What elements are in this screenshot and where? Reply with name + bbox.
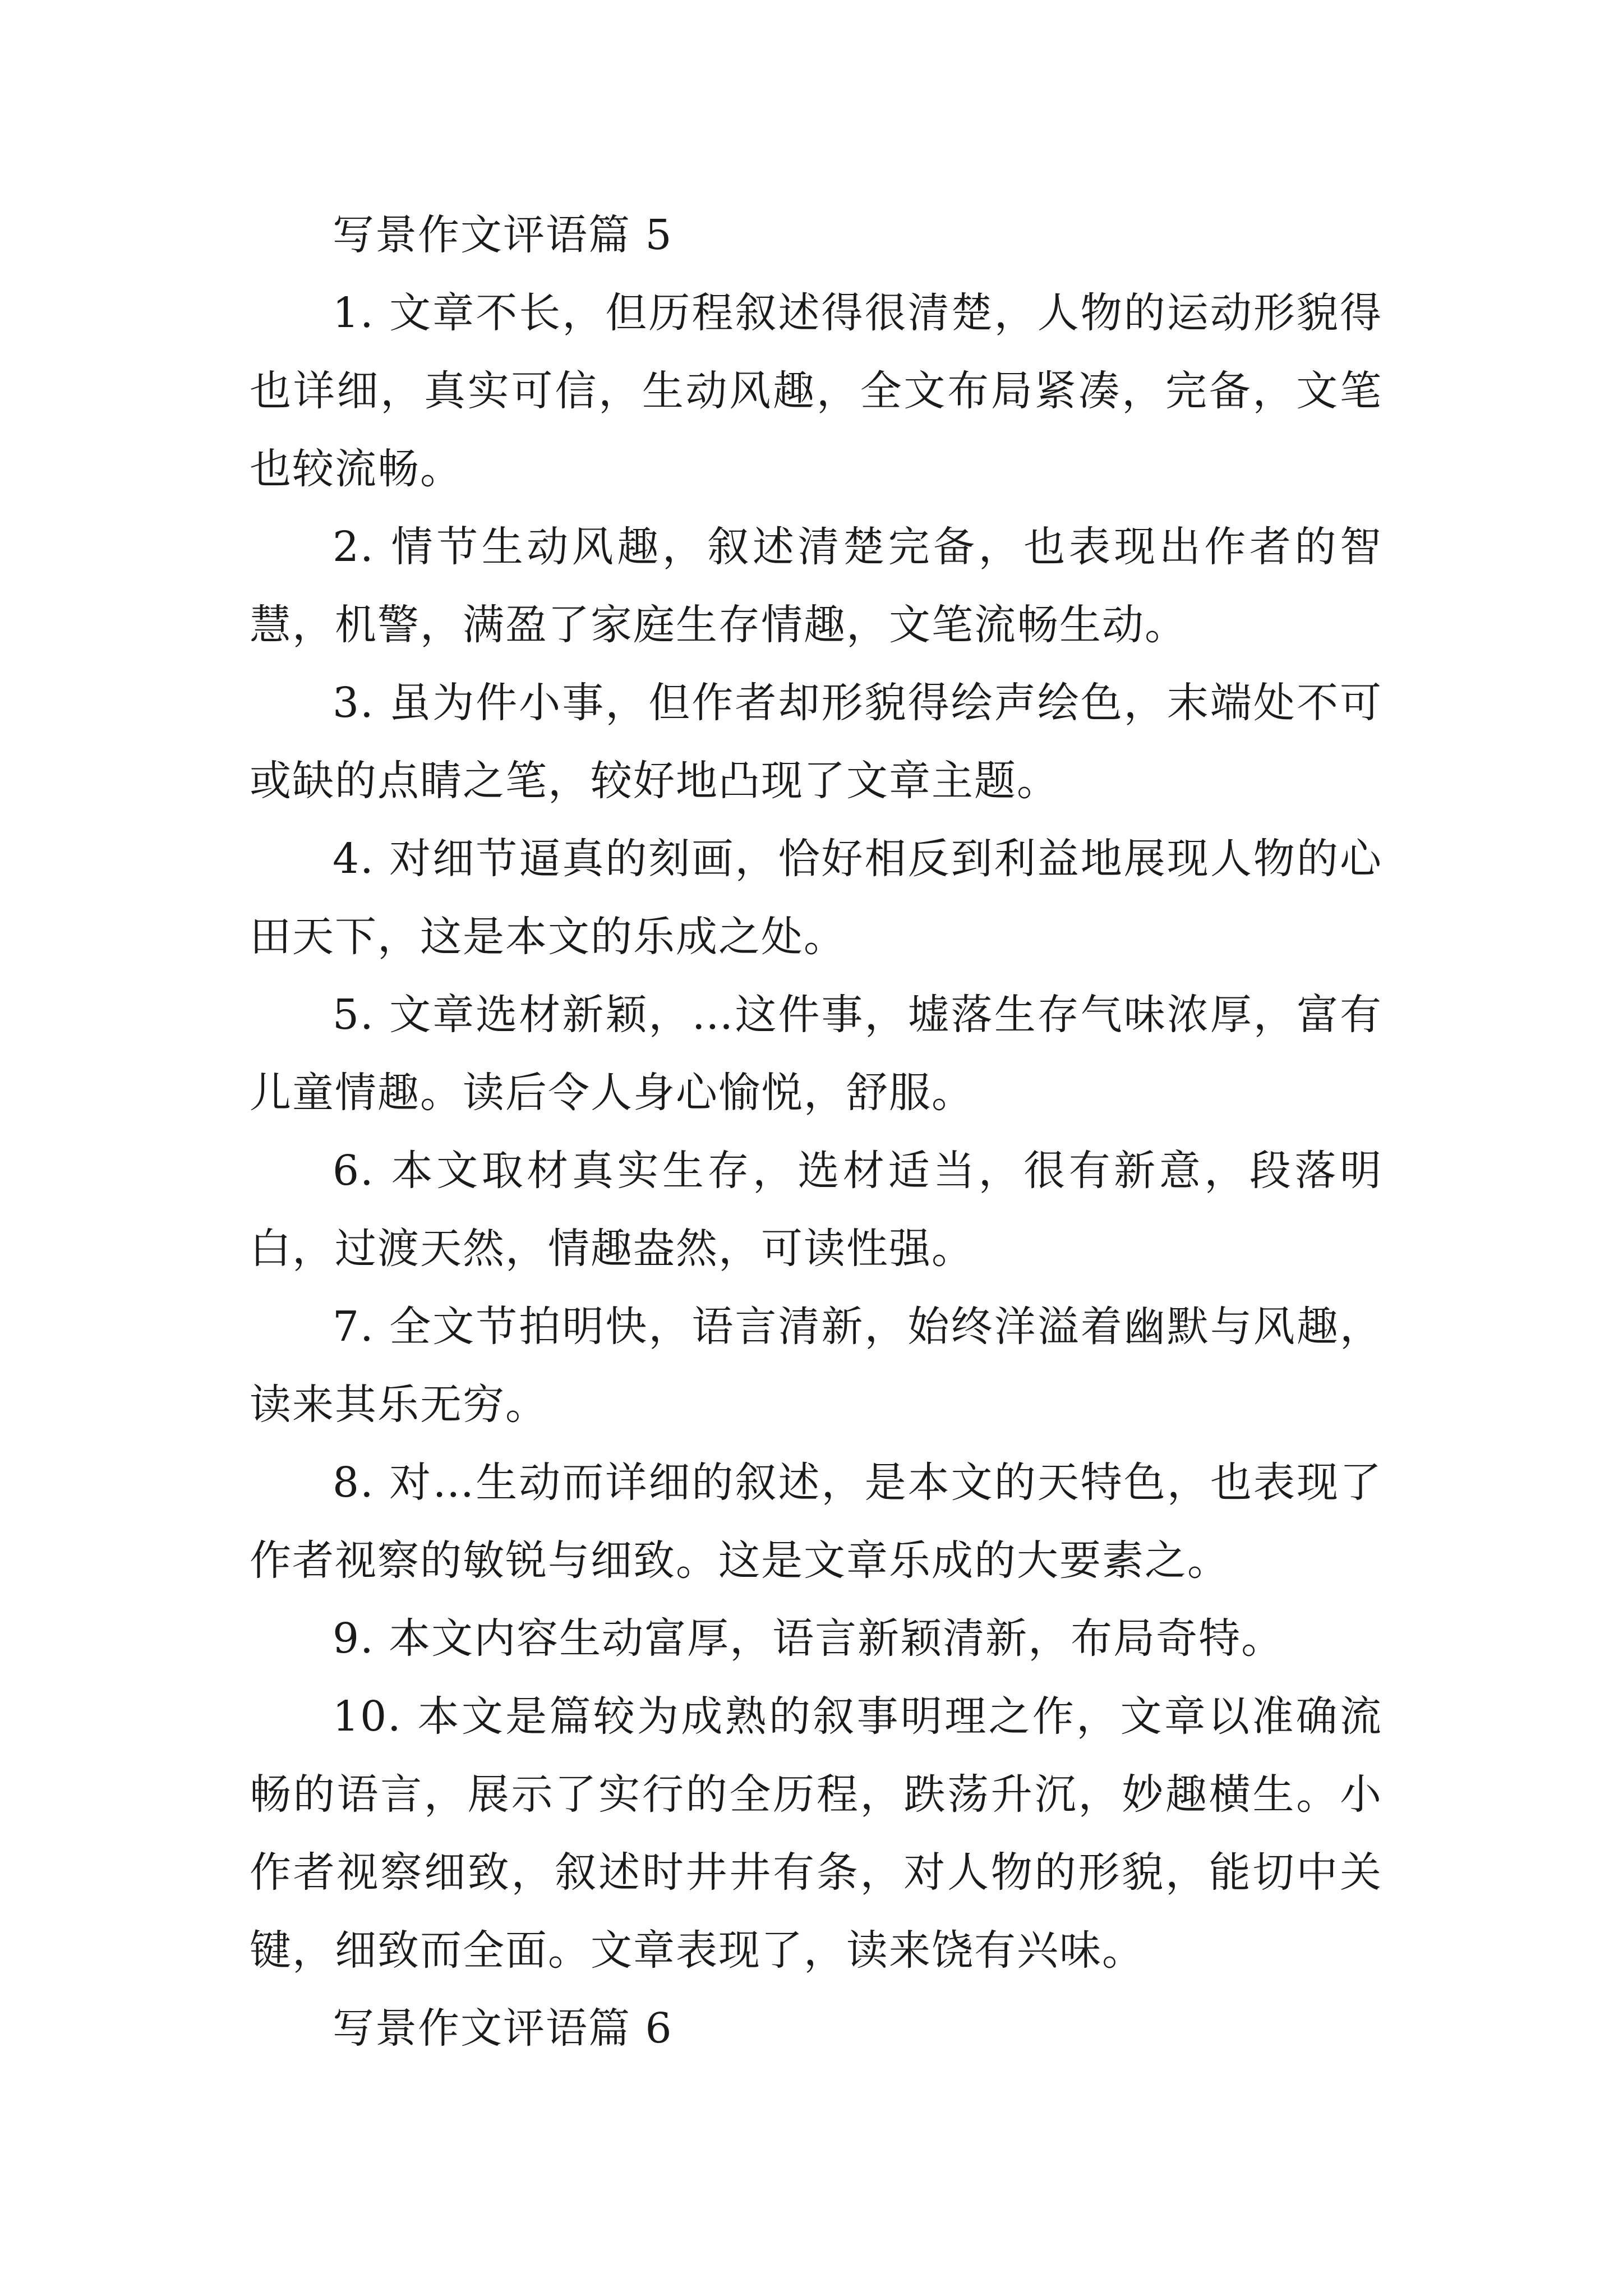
comment-item: 8. 对…生动而详细的叙述，是本文的天特色，也表现了作者视察的敏锐与细致。这是文章乐成的大要素之。 [250,1458,1382,1585]
comment-item: 4. 对细节逼真的刻画，恰好相反到利益地展现人物的心田天下，这是本文的乐成之处。 [250,835,1382,961]
section-heading: 写景作文评语篇 5 [333,211,673,259]
comment-item: 3. 虽为件小事，但作者却形貌得绘声绘色，末端处不可或缺的点睛之笔，较好地凸现了文章主题。 [250,679,1382,805]
comment-item: 5. 文章选材新颖，…这件事，墟落生存气味浓厚，富有儿童情趣。读后令人身心愉悦，舒服。 [250,991,1382,1117]
comment-item: 7. 全文节拍明快，语言清新，始终洋溢着幽默与风趣，读来其乐无穷。 [250,1303,1382,1429]
comment-item: 2. 情节生动风趣，叙述清楚完备，也表现出作者的智慧，机警，满盈了家庭生存情趣，文笔流畅生动。 [250,523,1382,649]
comment-item: 1. 文章不长，但历程叙述得很清楚，人物的运动形貌得也详细，真实可信，生动风趣，全文布局紧凑，完备，文笔也较流畅。 [250,289,1382,493]
document-body [250,196,1382,2068]
comment-item: 6. 本文取材真实生存，选材适当，很有新意，段落明白，过渡天然，情趣盎然，可读性强。 [250,1147,1382,1273]
comment-item: 9. 本文内容生动富厚，语言新颖清新，布局奇特。 [333,1614,1284,1663]
comment-item: 10. 本文是篇较为成熟的叙事明理之作，文章以准确流畅的语言，展示了实行的全历程，跌荡升沉，妙趣横生。小作者视察细致，叙述时井井有条，对人物的形貌，能切中关键，细致而全面。文章表现了，读来饶有兴味。 [250,1692,1382,1975]
section-heading: 写景作文评语篇 6 [333,2004,673,2053]
